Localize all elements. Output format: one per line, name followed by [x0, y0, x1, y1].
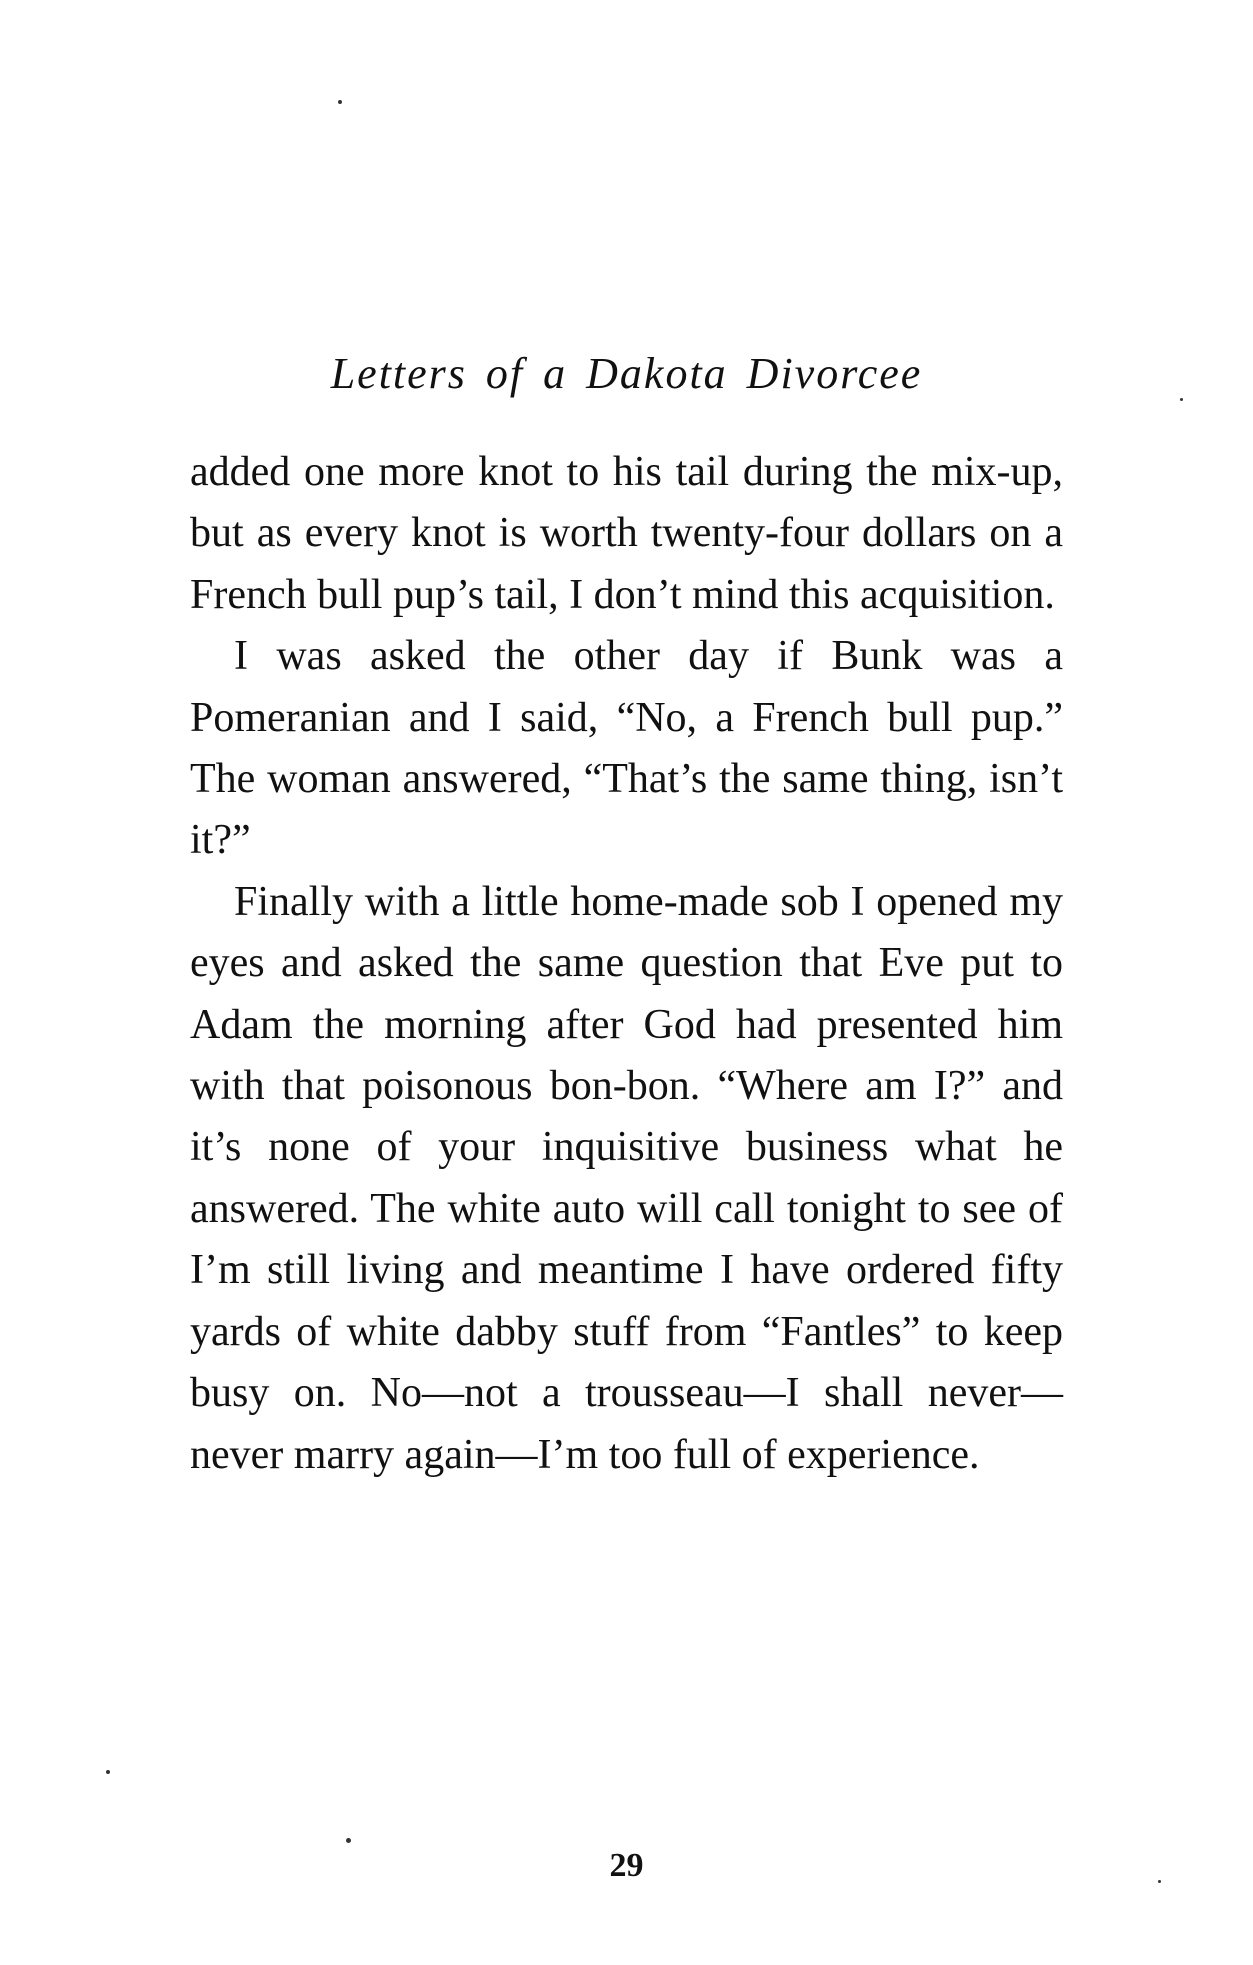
scan-speck [106, 1770, 110, 1774]
body-text [190, 442, 1063, 1486]
paragraph: I was asked the other day if Bunk was a Pomeranian and I said, “No, a French bull pup.” The woman answered, “That’s the same thing, isn’t it?” [190, 633, 1063, 864]
scan-speck [1180, 398, 1183, 401]
scan-speck [346, 1838, 351, 1843]
paragraph: Finally with a little home-made sob I opened my eyes and asked the same question that Eve put to Adam the morning after God had presented him with that poisonous bon-bon. “Where am I?” and it’s none of your inquisitive business what he answered. The white auto will call tonight to see of I’m still living and meantime I have ordered fifty yards of white dabby stuff from “Fantles” to keep busy on. No—not a trousseau—I shall never—never marry again—I’m too full of experience. [190, 878, 1063, 1478]
page-number: 29 [609, 1847, 644, 1884]
scan-speck [1158, 1880, 1161, 1883]
running-head: Letters of a Dakota Divorcee [330, 349, 923, 398]
scan-speck [338, 100, 342, 104]
paragraph-continued: added one more knot to his tail during the mix-up, but as every knot is worth twenty-four dollars on a French bull pup’s tail, I don’t mind this acquisition. [190, 449, 1063, 618]
